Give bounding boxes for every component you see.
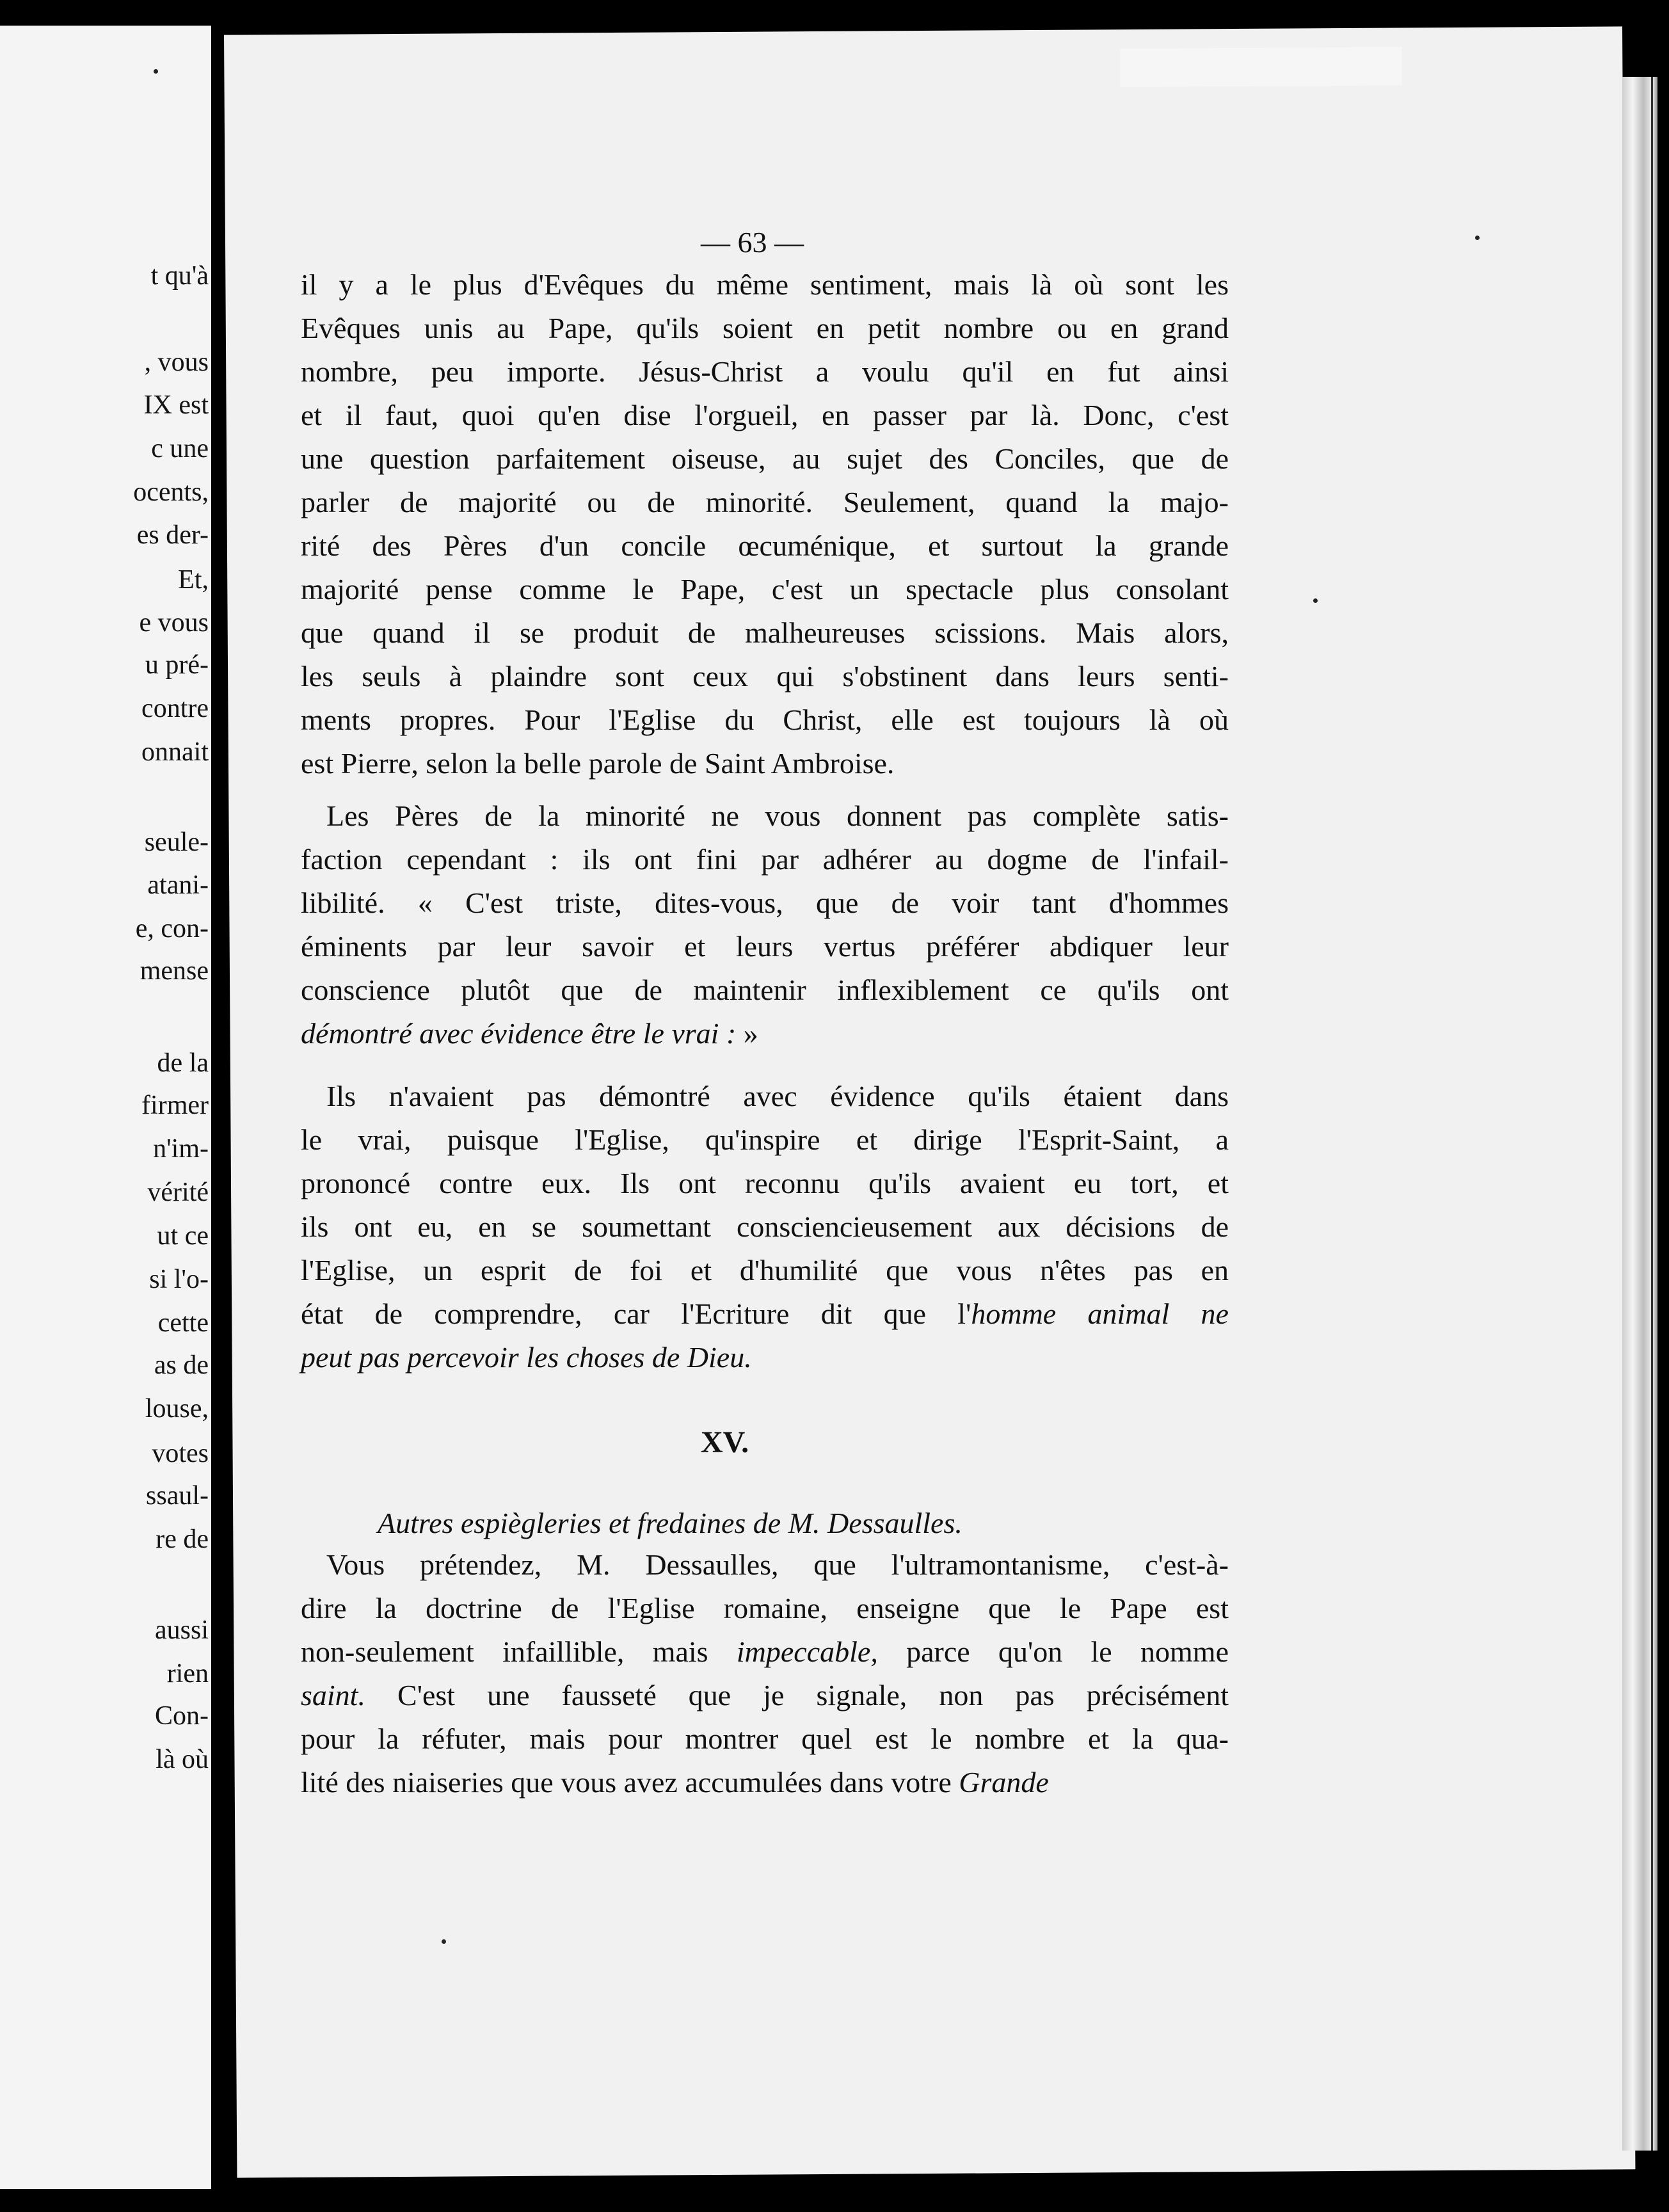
section-title: Autres espiègleries et fredaines de M. Dessaulles. bbox=[378, 1507, 962, 1539]
left-page-line: de la bbox=[157, 1048, 209, 1078]
left-page-line: rien bbox=[166, 1659, 209, 1688]
left-page-line: e, con- bbox=[135, 914, 209, 943]
left-page-line: e vous bbox=[139, 608, 209, 637]
left-page-line: IX est bbox=[143, 390, 209, 420]
left-page-line: vérité bbox=[147, 1178, 209, 1207]
text-line: rité des Pères d'un concile œcuménique, et surtout la grande bbox=[301, 529, 1229, 562]
left-page-line: ut ce bbox=[157, 1221, 209, 1251]
left-page-line: firmer bbox=[141, 1091, 209, 1120]
text-line: état de comprendre, car l'Ecriture dit que l'homme animal ne bbox=[301, 1297, 1229, 1330]
text-line: Les Pères de la minorité ne vous donnent pas complète satis- bbox=[326, 799, 1229, 832]
left-page-line: cette bbox=[157, 1308, 209, 1338]
text-line: Evêques unis au Pape, qu'ils soient en petit nombre ou en grand bbox=[301, 312, 1229, 344]
left-page-line: votes bbox=[152, 1439, 209, 1468]
left-page-line: , vous bbox=[144, 348, 209, 377]
text-line: lité des niaiseries que vous avez accumulées dans votre Grande bbox=[301, 1766, 1049, 1799]
text-line: Ils n'avaient pas démontré avec évidence qu'ils étaient dans bbox=[326, 1080, 1229, 1112]
text-line: il y a le plus d'Evêques du même sentiment, mais là où sont les bbox=[301, 268, 1229, 301]
left-page-line: re de bbox=[156, 1525, 209, 1554]
text-line: pour la réfuter, mais pour montrer quel est le nombre et la qua- bbox=[301, 1722, 1229, 1755]
text-line: l'Eglise, un esprit de foi et d'humilité que vous n'êtes pas en bbox=[301, 1254, 1229, 1286]
text-line: est Pierre, selon la belle parole de Saint Ambroise. bbox=[301, 747, 895, 780]
text-line: faction cependant : ils ont fini par adhérer au dogme de l'infail- bbox=[301, 843, 1229, 876]
text-line: non-seulement infaillible, mais impeccable, parce qu'on le nomme bbox=[301, 1635, 1229, 1668]
left-page-line: ssaul- bbox=[146, 1481, 209, 1511]
left-page-line: Et, bbox=[178, 565, 209, 595]
text-line: démontré avec évidence être le vrai : » bbox=[301, 1017, 758, 1050]
text-line: Vous prétendez, M. Dessaulles, que l'ultramontanisme, c'est-à- bbox=[326, 1548, 1229, 1581]
text-line: et il faut, quoi qu'en dise l'orgueil, en passer par là. Donc, c'est bbox=[301, 399, 1229, 431]
left-page-line: u pré- bbox=[145, 650, 209, 680]
text-line: conscience plutôt que de maintenir inflexiblement ce qu'ils ont bbox=[301, 974, 1229, 1006]
left-page-line: n'im- bbox=[153, 1134, 209, 1164]
left-page-line: Con- bbox=[155, 1701, 209, 1731]
ink-speck bbox=[442, 1939, 446, 1944]
left-page-line: contre bbox=[141, 694, 209, 723]
left-page-line: si l'o- bbox=[149, 1265, 209, 1294]
text-line: éminents par leur savoir et leurs vertus préférer abdiquer leur bbox=[301, 930, 1229, 963]
text-line: ils ont eu, en se soumettant consciencieusement aux décisions de bbox=[301, 1210, 1229, 1243]
text-line: libilité. « C'est triste, dites-vous, que de voir tant d'hommes bbox=[301, 886, 1229, 919]
text-line: dire la doctrine de l'Eglise romaine, enseigne que le Pape est bbox=[301, 1592, 1229, 1624]
page-number: — 63 — bbox=[701, 226, 804, 259]
left-page-line: onnait bbox=[141, 737, 209, 767]
text-line: saint. C'est une fausseté que je signale, non pas précisément bbox=[301, 1679, 1229, 1711]
section-number: XV. bbox=[701, 1425, 749, 1459]
left-page-line: mense bbox=[140, 956, 209, 986]
text-line: une question parfaitement oiseuse, au sujet des Conciles, que de bbox=[301, 442, 1229, 475]
text-line: prononcé contre eux. Ils ont reconnu qu'ils avaient eu tort, et bbox=[301, 1167, 1229, 1199]
left-page-line: ocents, bbox=[133, 477, 209, 507]
page-top-strip bbox=[1120, 47, 1401, 87]
ink-speck bbox=[1313, 598, 1318, 603]
text-line: peut pas percevoir les choses de Dieu. bbox=[301, 1341, 752, 1374]
text-line: parler de majorité ou de minorité. Seulement, quand la majo- bbox=[301, 486, 1229, 518]
left-page-line: aussi bbox=[155, 1615, 209, 1645]
left-page-line: louse, bbox=[145, 1394, 209, 1423]
left-page-fragment bbox=[0, 26, 218, 2189]
left-page-line: es der- bbox=[136, 520, 209, 550]
ink-speck bbox=[1475, 236, 1480, 240]
left-page-line: là où bbox=[156, 1745, 209, 1774]
left-page-line: t qu'à bbox=[150, 261, 209, 291]
left-page-line: c une bbox=[151, 434, 209, 463]
ink-speck bbox=[154, 69, 158, 74]
left-page-line: as de bbox=[154, 1350, 209, 1380]
text-line: que quand il se produit de malheureuses scissions. Mais alors, bbox=[301, 616, 1229, 649]
left-page-line: atani- bbox=[147, 870, 209, 900]
text-line: ments propres. Pour l'Eglise du Christ, elle est toujours là où bbox=[301, 703, 1229, 736]
text-line: les seuls à plaindre sont ceux qui s'obstinent dans leurs senti- bbox=[301, 660, 1229, 693]
text-line: le vrai, puisque l'Eglise, qu'inspire et dirige l'Esprit-Saint, a bbox=[301, 1123, 1229, 1156]
page-edge-line bbox=[1651, 77, 1653, 2151]
text-line: nombre, peu importe. Jésus-Christ a voulu qu'il en fut ainsi bbox=[301, 355, 1229, 388]
left-page-line: seule- bbox=[144, 828, 209, 857]
text-line: majorité pense comme le Pape, c'est un spectacle plus consolant bbox=[301, 573, 1229, 605]
